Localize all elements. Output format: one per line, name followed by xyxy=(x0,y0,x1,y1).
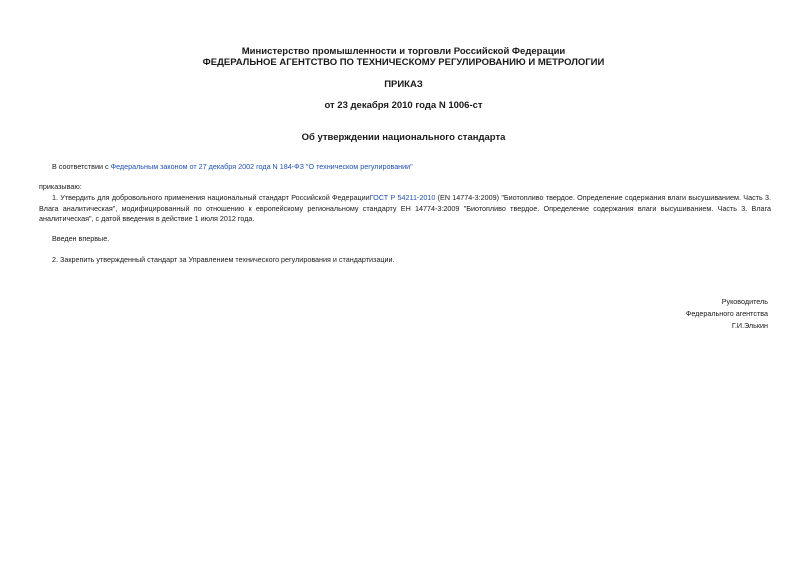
item-1-rest: (EN 14774-3:2009) "Биотопливо твердое. Определение содержания влаги высушиванием. Часть 3. Влага аналитическая", модифицированный по отношению к европейскому региональному стандарту ЕН 14774-3:2009 "Биотопливо твердое. Определение содержания влаги высушиванием. Часть 3. Влага аналитическая", с датой введения в действие 1 июля 2012 года. xyxy=(39,193,771,223)
introduced-first-note: Введен впервые. xyxy=(52,234,110,243)
signature-name: Г.И.Элькин xyxy=(731,321,768,330)
gost-standard-link[interactable]: ГОСТ Р 54211-2010 xyxy=(369,193,436,202)
signature-position-line1: Руководитель xyxy=(721,297,768,306)
item-2-paragraph: 2. Закрепить утвержденный стандарт за Управлением технического регулирования и стандартизации. xyxy=(52,255,395,264)
intro-paragraph xyxy=(52,162,413,173)
ministry-title: Министерство промышленности и торговли Российской Федерации xyxy=(241,46,566,57)
item-1-prefix: 1. Утвердить для добровольного применения национальный стандарт Российской Федерации xyxy=(52,193,370,202)
doc-subject: Об утверждении национального стандарта xyxy=(301,132,506,143)
intro-prefix: В соответствии с xyxy=(52,162,111,171)
federal-law-link[interactable]: Федеральным законом от 27 декабря 2002 года N 184-ФЗ "О техническом регулировании" xyxy=(110,162,413,171)
doc-type: ПРИКАЗ xyxy=(384,79,423,90)
signature-block xyxy=(686,296,768,332)
order-word: приказываю: xyxy=(39,182,82,191)
doc-date-number: от 23 декабря 2010 года N 1006-ст xyxy=(324,100,483,111)
item-1-paragraph xyxy=(39,193,771,225)
signature-position-line2: Федерального агентства xyxy=(685,309,768,318)
agency-title: ФЕДЕРАЛЬНОЕ АГЕНТСТВО ПО ТЕХНИЧЕСКОМУ РЕГУЛИРОВАНИЮ И МЕТРОЛОГИИ xyxy=(202,57,605,68)
